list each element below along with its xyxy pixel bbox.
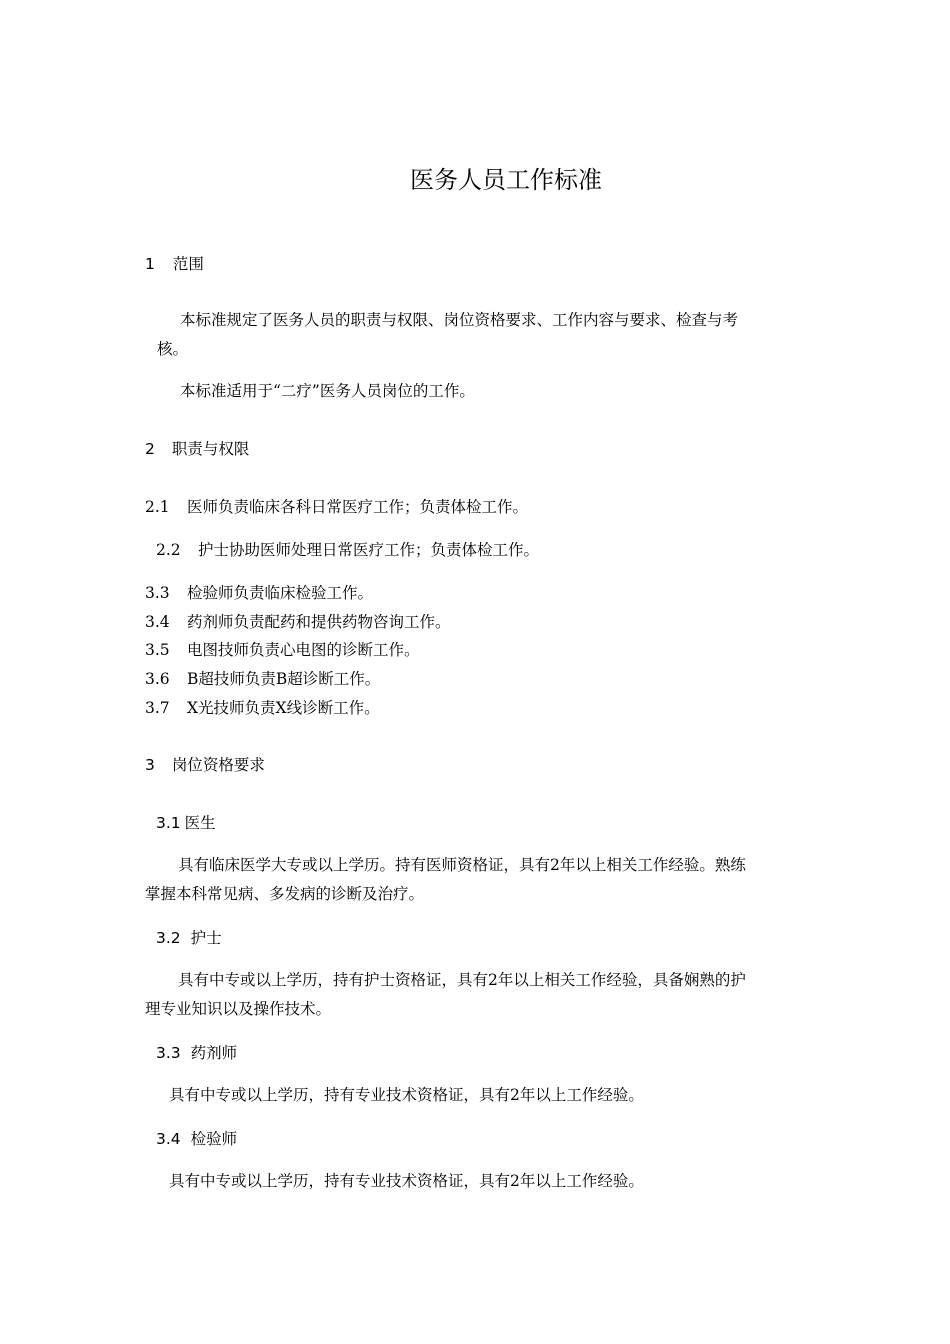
paragraph-line: 本标准规定了医务人员的职责与权限、岗位资格要求、工作内容与要求、检查与考 [180, 311, 739, 329]
paragraph: 具有中专或以上学历，持有专业技术资格证，具有2年以上工作经验。 [169, 1172, 644, 1190]
paragraph: 具有中专或以上学历，持有专业技术资格证，具有2年以上工作经验。 [169, 1086, 644, 1104]
subsection-heading [156, 1042, 237, 1064]
subsection-heading [156, 927, 222, 949]
section-1-heading [145, 253, 204, 275]
item-number: 3.5 [145, 641, 170, 659]
subsection-heading [156, 812, 216, 834]
subsection-number: 3.1 [156, 814, 181, 832]
item-text: X光技师负责X线诊断工作。 [187, 699, 380, 717]
subsection-title: 医生 [184, 814, 216, 832]
section-title: 岗位资格要求 [171, 756, 265, 774]
item-number: 2.2 [156, 541, 181, 559]
paragraph-line: 具有中专或以上学历，持有护士资格证，具有2年以上相关工作经验，具备娴熟的护 [178, 971, 746, 989]
item-text: 护士协助医师处理日常医疗工作；负责体检工作。 [198, 541, 540, 559]
list-item [156, 539, 539, 561]
paragraph-line: 具有临床医学大专或以上学历。持有医师资格证，具有2年以上相关工作经验。熟练 [178, 856, 746, 874]
subsection-number: 3.3 [156, 1044, 181, 1062]
section-number: 3 [145, 756, 155, 774]
list-item [145, 639, 420, 661]
section-2-heading [145, 438, 249, 460]
item-text: 药剂师负责配药和提供药物咨询工作。 [187, 613, 451, 631]
section-title: 职责与权限 [171, 440, 250, 458]
item-number: 3.6 [145, 670, 170, 688]
item-text: B超技师负责B超诊断工作。 [187, 670, 381, 688]
subsection-number: 3.4 [156, 1130, 181, 1148]
section-number: 1 [145, 255, 155, 273]
section-number: 2 [145, 440, 155, 458]
list-item [145, 697, 380, 719]
item-text: 电图技师负责心电图的诊断工作。 [187, 641, 420, 659]
item-text: 医师负责临床各科日常医疗工作；负责体检工作。 [187, 498, 529, 516]
list-item [145, 496, 528, 518]
item-number: 3.7 [145, 699, 170, 717]
subsection-heading [156, 1128, 237, 1150]
paragraph-line: 掌握本科常见病、多发病的诊断及治疗。 [145, 885, 425, 903]
subsection-title: 护士 [190, 929, 222, 947]
subsection-number: 3.2 [156, 929, 181, 947]
item-number: 3.4 [145, 613, 170, 631]
list-item [145, 611, 451, 633]
item-number: 2.1 [145, 498, 170, 516]
subsection-title: 药剂师 [190, 1044, 238, 1062]
subsection-title: 检验师 [190, 1130, 238, 1148]
paragraph: 本标准适用于“二疗”医务人员岗位的工作。 [180, 382, 475, 400]
section-3-heading [145, 754, 265, 776]
item-number: 3.3 [145, 584, 170, 602]
list-item [145, 582, 373, 604]
paragraph-line: 核。 [157, 340, 189, 358]
section-title: 范围 [172, 255, 204, 273]
item-text: 检验师负责临床检验工作。 [187, 584, 374, 602]
list-item [145, 668, 380, 690]
paragraph-line: 理专业知识以及操作技术。 [145, 1000, 332, 1018]
document-title: 医务人员工作标准 [410, 166, 602, 194]
